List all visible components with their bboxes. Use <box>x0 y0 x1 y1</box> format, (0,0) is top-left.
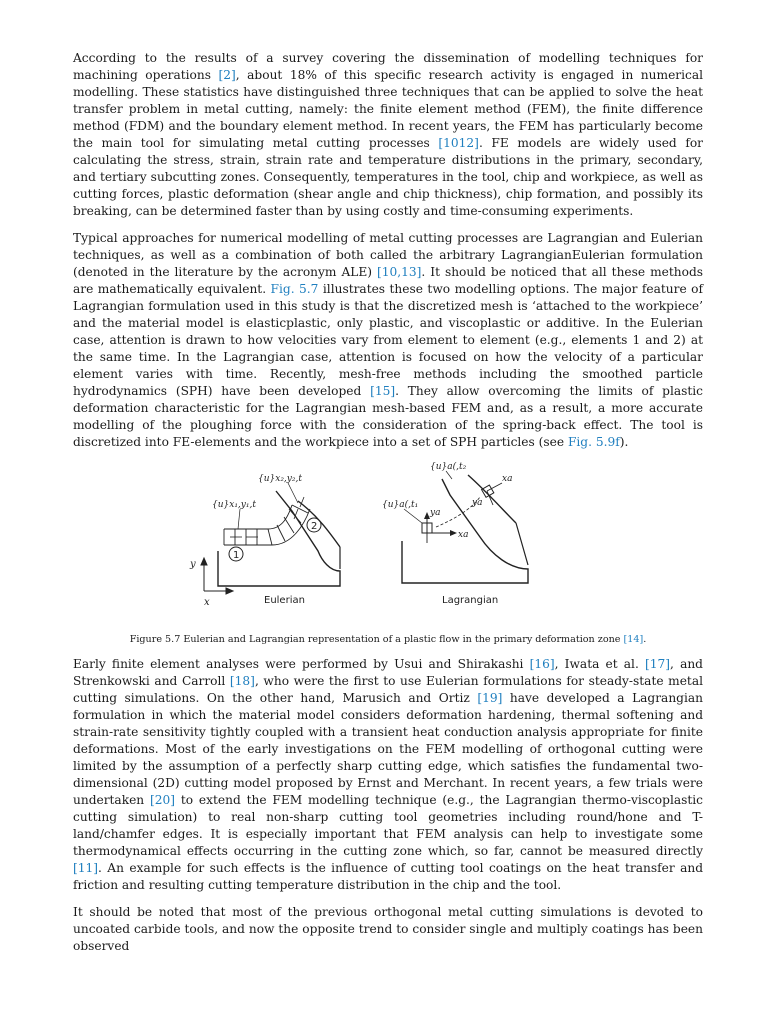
citation-link[interactable]: [17] <box>645 657 671 671</box>
text-run: illustrates these two modelling options. The major feature of Lagrangian formulation used in this study is that the discretized mesh is ‘attached to the workpiece’ and the material model is elasticplastic, only plastic, and viscoplastic or additive. In the Eulerian case, attention is drawn to how velocities vary from element to element (e.g., elements 1 and 2) at the same time. In the Lagrangian case, attention is focused on how the velocity of a particular element varies with time. Recently, mesh-free methods including the smoothed particle hydrodynamics (SPH) have been developed <box>73 282 703 398</box>
text-run: . They allow overcoming the limits of plastic deformation characteristic for the Lagrangian mesh-based FEM and, as a result, a more accurate modelling of the ploughing force with the consideration of the spring-back effect. The tool is discretized into FE-elements and the workpiece into a set of SPH particles (see <box>73 384 704 449</box>
citation-link[interactable]: [2] <box>218 68 236 82</box>
element-1-label: 1 <box>233 550 240 561</box>
velocity-label-x1y1: {u}x₁,y₁,t <box>212 500 256 510</box>
velocity-label-x2y2: {u}x₂,y₂,t <box>258 474 302 484</box>
text-run: , who were the first to use Eulerian formulations for steady-state metal cutting simulations. On the other hand, Marusich and Ortiz <box>73 674 703 705</box>
text-run: have developed a Lagrangian formulation in which the material model considers deformation hardening, thermal softening and strain-rate sensitivity tightly coupled with a transient heat conduction analysis appropriate for finite deformations. Most of the early investigations on the FEM modelling of orthogonal cutting were limited by the assumption of a perfectly sharp cutting edge, which satisfies the fundamental two-dimensional (2D) cutting model proposed by Ernst and Merchant. In recent years, a few trials were undertaken <box>73 691 703 807</box>
caption-text: Figure 5.7 Eulerian and Lagrangian representation of a plastic flow in the primary deformation zone <box>129 634 624 645</box>
paragraph-4 <box>73 904 703 955</box>
figure-5-7 <box>73 461 703 625</box>
caption-citation-link[interactable]: [14] <box>623 634 644 645</box>
axis-x-label: x <box>204 597 210 608</box>
citation-link[interactable]: [10,13] <box>376 265 422 279</box>
document-page <box>73 50 703 965</box>
text-run: Typical approaches for numerical modelling of metal cutting processes are Lagrangian and Eulerian techniques, as well as a combination of both called the arbitrary LagrangianEulerian formulation (denoted in the literature by the acronym ALE) <box>73 231 703 279</box>
text-run: , and Strenkowski and Carroll <box>73 657 703 688</box>
axis-y-label: y <box>190 559 196 570</box>
citation-link[interactable]: [16] <box>529 657 555 671</box>
velocity-label-t1: {u}a(,t₁ <box>382 500 419 510</box>
citation-link[interactable]: [15] <box>370 384 396 398</box>
text-run: , Iwata et al. <box>554 657 645 671</box>
citation-link[interactable]: [1012] <box>438 136 479 150</box>
lagrangian-ya-label-2: ya <box>472 498 483 508</box>
eulerian-panel <box>189 474 340 608</box>
figure-diagram <box>180 461 610 625</box>
paragraph-3 <box>73 656 703 894</box>
citation-link[interactable]: [19] <box>477 691 503 705</box>
text-run: , about 18% of this specific research activity is engaged in numerical modelling. These statistics have distinguished three techniques that can be applied to solve the heat transfer problem in metal cutting, namely: the finite element method (FEM), the finite difference method (FDM) and the boundary element method. In recent years, the FEM has particularly become the main tool for simulating metal cutting processes <box>73 68 703 150</box>
text-run: Early finite element analyses were performed by Usui and Shirakashi <box>73 657 530 671</box>
text-run: . It should be noticed that all these methods are mathematically equivalent. <box>73 265 703 296</box>
text-run: ). <box>619 435 629 449</box>
paragraph-1 <box>73 50 703 220</box>
velocity-label-t2: {u}a(,t₂ <box>430 462 467 472</box>
lagrangian-element-2 <box>482 485 494 497</box>
text-run: . An example for such effects is the influence of cutting tool coatings on the heat transfer and friction and resulting cutting temperature distribution in the chip and the tool. <box>73 861 703 892</box>
element-2-label: 2 <box>311 521 318 532</box>
citation-link[interactable]: Fig. 5.9f <box>567 435 620 449</box>
text-run: According to the results of a survey covering the dissemination of modelling techniques for machining operations <box>73 51 703 82</box>
text-run: It should be noted that most of the previous orthogonal metal cutting simulations is devoted to uncoated carbide tools, and now the opposite trend to consider single and multiply coatings has been observed <box>73 905 703 953</box>
lagrangian-panel <box>382 461 528 606</box>
eulerian-label: Eulerian <box>264 595 305 606</box>
lagrangian-xa-label-2: xa <box>502 474 513 484</box>
citation-link[interactable]: [20] <box>149 793 176 807</box>
figure-caption <box>73 633 703 646</box>
text-run: to extend the FEM modelling technique (e.g., the Lagrangian thermo-viscoplastic cutting simulation) to real non-sharp cutting tool geometries including round/hone and T-land/chamfer edges. It is especially important that FEM analysis can help to investigate some thermodynamical effects occurring in the cutting zone which, so far, cannot be measured directly <box>73 793 703 858</box>
citation-link[interactable]: [11] <box>73 861 99 875</box>
lagrangian-label: Lagrangian <box>442 595 499 606</box>
eulerian-tool-outline <box>298 501 340 547</box>
paragraph-2 <box>73 230 703 451</box>
lagrangian-xa-label-1: xa <box>458 530 469 540</box>
caption-period: . <box>643 634 647 645</box>
lagrangian-ya-label-1: ya <box>430 508 441 518</box>
coordinate-axes <box>201 558 233 594</box>
text-run: . FE models are widely used for calculating the stress, strain, strain rate and temperature distributions in the primary, secondary, and tertiary subcutting zones. Consequently, temperatures in the tool, chip and workpiece, as well as cutting forces, plastic deformation (shear angle and chip thickness), chip formation, and possibly its breaking, can be determined faster than by using costly and time-consuming experiments. <box>73 136 703 218</box>
citation-link[interactable]: [18] <box>229 674 255 688</box>
citation-link[interactable]: Fig. 5.7 <box>270 282 319 296</box>
